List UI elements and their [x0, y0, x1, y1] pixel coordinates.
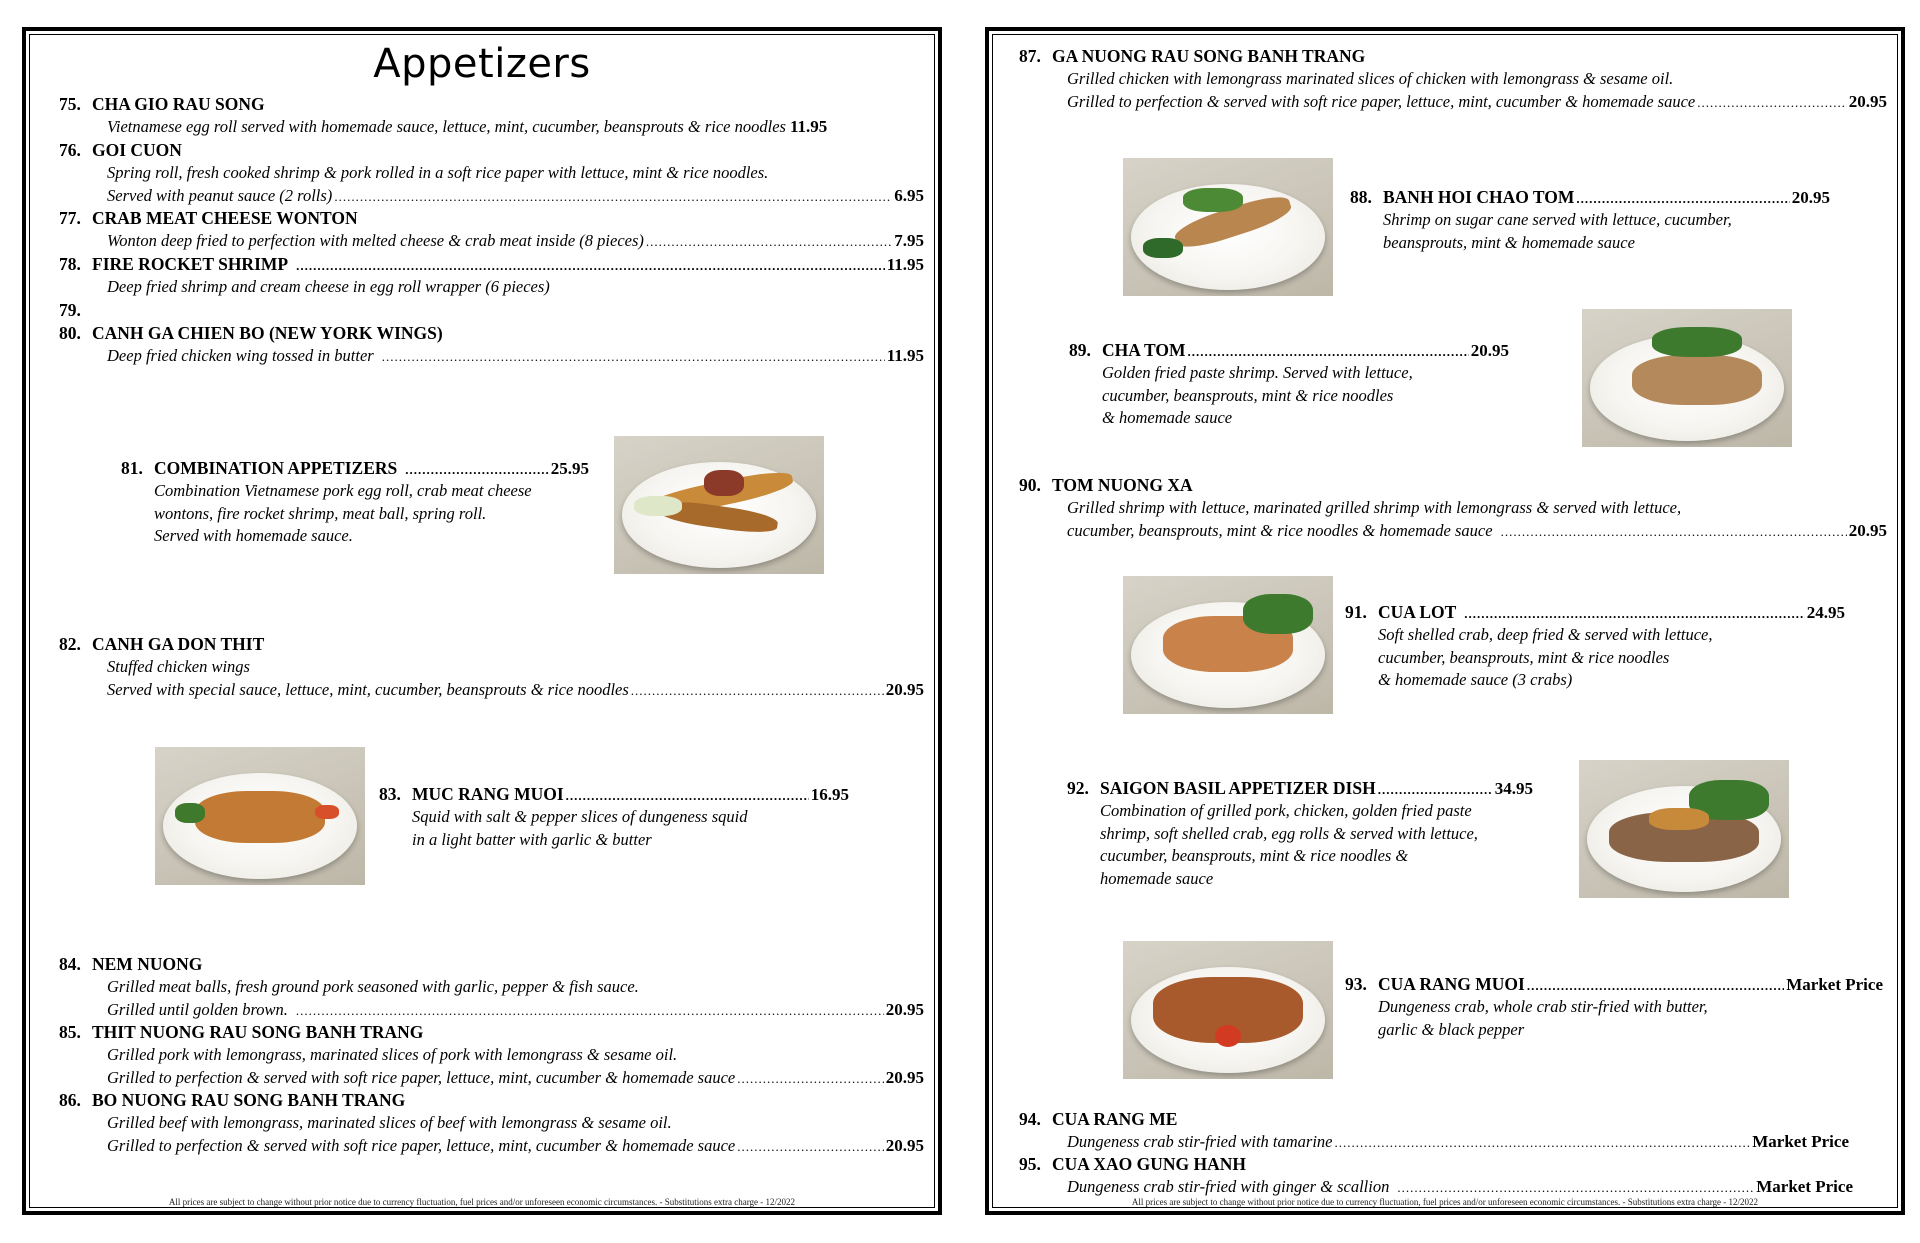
cua-lot-photo — [1123, 576, 1333, 714]
item-description: Grilled until golden brown. — [107, 999, 288, 1019]
menu-item-84 — [59, 953, 924, 1022]
item-price: Market Price — [1752, 1132, 1849, 1151]
item-number: 84. — [59, 954, 81, 974]
item-name: FIRE ROCKET SHRIMP — [92, 254, 289, 274]
menu-item-94 — [1019, 1108, 1849, 1155]
item-description: Dungeness crab, whole crab stir-fried with butter, — [1378, 997, 1708, 1016]
item-description: Grilled chicken with lemongrass marinated slices of chicken with lemongrass & sesame oil. — [1067, 69, 1674, 88]
lettuce — [1183, 188, 1243, 212]
item-name: CUA RANG MUOI — [1378, 974, 1525, 994]
item-description: cucumber, beansprouts, mint & rice noodles — [1102, 385, 1394, 405]
item-number: 83. — [379, 784, 401, 804]
item-description: homemade sauce — [1100, 869, 1214, 889]
tomato-rose-garnish — [1215, 1025, 1241, 1047]
menu-item-77 — [59, 207, 924, 254]
item-number: 85. — [59, 1022, 81, 1042]
item-number: 82. — [59, 634, 81, 654]
price-disclaimer: All prices are subject to change without prior notice due to currency fluctuation, fuel prices and/or unforeseen economic circumstances. - Substitutions extra charge - 12/2022 — [1131, 1197, 1759, 1207]
menu-page-left — [22, 27, 942, 1215]
item-description: & homemade sauce (3 crabs) — [1378, 670, 1573, 690]
page-title: Appetizers — [373, 41, 591, 87]
item-price: 20.95 — [1848, 91, 1887, 111]
item-description: in a light batter with garlic & butter — [412, 829, 652, 849]
fried-squid — [195, 791, 325, 843]
item-price: 7.95 — [894, 231, 924, 250]
item-number: 77. — [59, 208, 81, 228]
item-number: 81. — [121, 458, 143, 478]
item-name: GOI CUON — [92, 140, 182, 160]
item-number: 89. — [1069, 340, 1091, 360]
cua-rang-muoi-photo — [1123, 941, 1333, 1079]
leader-dots — [1501, 521, 1847, 544]
item-number: 76. — [59, 140, 81, 160]
muc-rang-muoi-photo — [155, 747, 365, 885]
item-description: Served with special sauce, lettuce, mint, cucumber, beansprouts & rice noodles — [107, 679, 629, 699]
item-number: 94. — [1019, 1109, 1041, 1129]
menu-item-79 — [59, 299, 924, 322]
item-description: Grilled to perfection & served with soft rice paper, lettuce, mint, cucumber & homemade sauce — [107, 1135, 736, 1155]
item-price: 20.95 — [885, 999, 924, 1019]
item-number: 87. — [1019, 46, 1041, 66]
item-name: BANH HOI CHAO TOM — [1383, 187, 1575, 207]
item-description: Grilled to perfection & served with soft rice paper, lettuce, mint, cucumber & homemade sauce — [107, 1067, 736, 1087]
item-description: Vietnamese egg roll served with homemade sauce, lettuce, mint, cucumber, beansprouts & rice noodles — [107, 117, 786, 136]
leader-dots — [1576, 187, 1789, 210]
item-name: TOM NUONG XA — [1052, 475, 1193, 495]
banh-hoi-chao-tom-photo — [1123, 158, 1333, 296]
menu-item-81 — [121, 457, 589, 548]
leader-dots — [1187, 340, 1468, 363]
item-description: Shrimp on sugar cane served with lettuce, cucumber, — [1383, 210, 1732, 229]
item-number: 92. — [1067, 778, 1089, 798]
carrot-garnish — [315, 805, 339, 819]
item-price: Market Price — [1756, 1177, 1853, 1196]
menu-item-85 — [59, 1021, 924, 1090]
leader-dots — [1378, 778, 1493, 801]
item-name: CANH GA DON THIT — [92, 634, 265, 654]
item-name: SAIGON BASIL APPETIZER DISH — [1100, 778, 1376, 798]
item-description: cucumber, beansprouts, mint & rice noodles & homemade sauce — [1067, 520, 1493, 540]
saigon-basil-appetizer-dish-photo — [1579, 760, 1789, 898]
menu-item-88 — [1350, 186, 1830, 254]
item-description: Spring roll, fresh cooked shrimp & pork rolled in a soft rice paper with lettuce, mint & rice noodles. — [107, 163, 769, 182]
item-price: Market Price — [1786, 975, 1883, 994]
item-name: CRAB MEAT CHEESE WONTON — [92, 208, 358, 228]
leader-dots — [737, 1068, 884, 1091]
menu-item-76 — [59, 139, 924, 208]
item-description: Wonton deep fried to perfection with melted cheese & crab meat inside (8 pieces) — [107, 231, 644, 250]
cha-tom-photo — [1582, 309, 1792, 447]
item-description: Squid with salt & pepper slices of dungeness squid — [412, 807, 748, 826]
item-name: COMBINATION APPETIZERS — [154, 458, 398, 478]
item-description: cucumber, beansprouts, mint & rice noodles — [1378, 647, 1670, 667]
item-description: Soft shelled crab, deep fried & served with lettuce, — [1378, 625, 1713, 644]
leader-dots — [405, 458, 548, 481]
item-name: NEM NUONG — [92, 954, 203, 974]
item-number: 93. — [1345, 974, 1367, 994]
item-price: 11.95 — [886, 255, 924, 274]
egg-rolls — [1649, 808, 1709, 830]
menu-item-87 — [1019, 45, 1887, 114]
menu-page-right — [985, 27, 1905, 1215]
item-price: 16.95 — [810, 785, 849, 804]
item-description: Grilled pork with lemongrass, marinated slices of pork with lemongrass & sesame oil. — [107, 1045, 678, 1064]
menu-item-78 — [59, 253, 924, 299]
item-description: Grilled shrimp with lettuce, marinated grilled shrimp with lemongrass & served with lettuce, — [1067, 498, 1682, 517]
leader-dots — [737, 1136, 884, 1159]
item-name: CUA XAO GUNG HANH — [1052, 1154, 1246, 1174]
leader-dots — [566, 784, 809, 807]
item-number: 90. — [1019, 475, 1041, 495]
item-description: garlic & black pepper — [1378, 1019, 1525, 1039]
leader-dots — [296, 254, 885, 277]
herbs — [1652, 327, 1742, 357]
item-number: 95. — [1019, 1154, 1041, 1174]
menu-item-95 — [1019, 1153, 1853, 1200]
item-number: 78. — [59, 254, 81, 274]
item-name: BO NUONG RAU SONG BANH TRANG — [92, 1090, 406, 1110]
item-name: GA NUONG RAU SONG BANH TRANG — [1052, 46, 1366, 66]
item-description: beansprouts, mint & homemade sauce — [1383, 232, 1635, 252]
item-description: Dungeness crab stir-fried with tamarine — [1067, 1132, 1333, 1151]
item-price: 11.95 — [886, 346, 924, 365]
item-price: 34.95 — [1494, 779, 1533, 798]
spring-roll — [634, 496, 682, 516]
item-description: wontons, fire rocket shrimp, meat ball, spring roll. — [154, 503, 487, 523]
item-description: & homemade sauce — [1102, 408, 1233, 428]
leader-dots — [382, 346, 885, 369]
item-description: Combination Vietnamese pork egg roll, crab meat cheese — [154, 481, 532, 500]
item-description: Served with homemade sauce. — [154, 526, 353, 546]
leader-dots — [296, 1000, 884, 1023]
leader-dots — [631, 680, 884, 703]
leader-dots — [334, 186, 892, 209]
menu-item-93 — [1345, 973, 1883, 1041]
price-disclaimer: All prices are subject to change without prior notice due to currency fluctuation, fuel prices and/or unforeseen economic circumstances. - Substitutions extra charge - 12/2022 — [168, 1197, 796, 1207]
herbs — [175, 803, 205, 823]
menu-item-89 — [1069, 339, 1509, 430]
leader-dots — [1697, 92, 1847, 115]
item-description: Deep fried shrimp and cream cheese in egg roll wrapper (6 pieces) — [107, 277, 550, 296]
herbs — [1243, 594, 1313, 634]
item-name: CUA LOT — [1378, 602, 1457, 622]
item-number: 79. — [59, 300, 81, 320]
item-price: 20.95 — [1848, 520, 1887, 540]
item-price: 20.95 — [885, 679, 924, 699]
item-name: MUC RANG MUOI — [412, 784, 564, 804]
item-description: Dungeness crab stir-fried with ginger & scallion — [1067, 1177, 1390, 1196]
item-description: Golden fried paste shrimp. Served with lettuce, — [1102, 363, 1413, 382]
item-name: THIT NUONG RAU SONG BANH TRANG — [92, 1022, 424, 1042]
leader-dots — [1464, 602, 1804, 625]
item-description: Grilled meat balls, fresh ground pork seasoned with garlic, pepper & fish sauce. — [107, 977, 639, 996]
item-price: 20.95 — [1791, 188, 1830, 207]
item-price: 25.95 — [550, 459, 589, 478]
menu-item-86 — [59, 1089, 924, 1158]
menu-item-82 — [59, 633, 924, 702]
item-price: 11.95 — [789, 117, 828, 136]
menu-item-83 — [379, 783, 849, 851]
item-name: CUA RANG ME — [1052, 1109, 1178, 1129]
item-number: 86. — [59, 1090, 81, 1110]
item-price: 20.95 — [885, 1067, 924, 1087]
item-number: 75. — [59, 94, 81, 114]
menu-item-91 — [1345, 601, 1845, 692]
item-description: cucumber, beansprouts, mint & rice noodles & — [1100, 846, 1409, 866]
item-description: Stuffed chicken wings — [107, 657, 250, 676]
item-price: 6.95 — [894, 185, 924, 205]
item-name: CHA GIO RAU SONG — [92, 94, 265, 114]
menu-item-92 — [1067, 777, 1533, 891]
fried-paste-shrimp — [1632, 355, 1762, 405]
item-price: 20.95 — [1470, 341, 1509, 360]
menu-item-75 — [59, 93, 934, 139]
item-number: 88. — [1350, 187, 1372, 207]
menu-item-80 — [59, 322, 924, 369]
leader-dots — [1527, 974, 1784, 997]
cucumber — [1143, 238, 1183, 258]
leader-dots — [1335, 1132, 1751, 1155]
item-price: 20.95 — [885, 1135, 924, 1155]
meat-ball — [704, 470, 744, 496]
item-description: Grilled beef with lemongrass, marinated slices of beef with lemongrass & sesame oil. — [107, 1113, 672, 1132]
item-description: Served with peanut sauce (2 rolls) — [107, 185, 333, 205]
item-description: Combination of grilled pork, chicken, golden fried paste — [1100, 801, 1472, 820]
menu-item-90 — [1019, 474, 1887, 543]
item-description: Deep fried chicken wing tossed in butter — [107, 346, 374, 365]
item-description: shrimp, soft shelled crab, egg rolls & served with lettuce, — [1100, 823, 1478, 843]
item-number: 80. — [59, 323, 81, 343]
item-description: Grilled to perfection & served with soft rice paper, lettuce, mint, cucumber & homemade sauce — [1067, 91, 1696, 111]
leader-dots — [646, 231, 892, 254]
item-number: 91. — [1345, 602, 1367, 622]
item-name: CHA TOM — [1102, 340, 1186, 360]
combination-appetizers-photo — [614, 436, 824, 574]
item-price: 24.95 — [1806, 603, 1845, 622]
item-name: CANH GA CHIEN BO (NEW YORK WINGS) — [92, 323, 443, 343]
